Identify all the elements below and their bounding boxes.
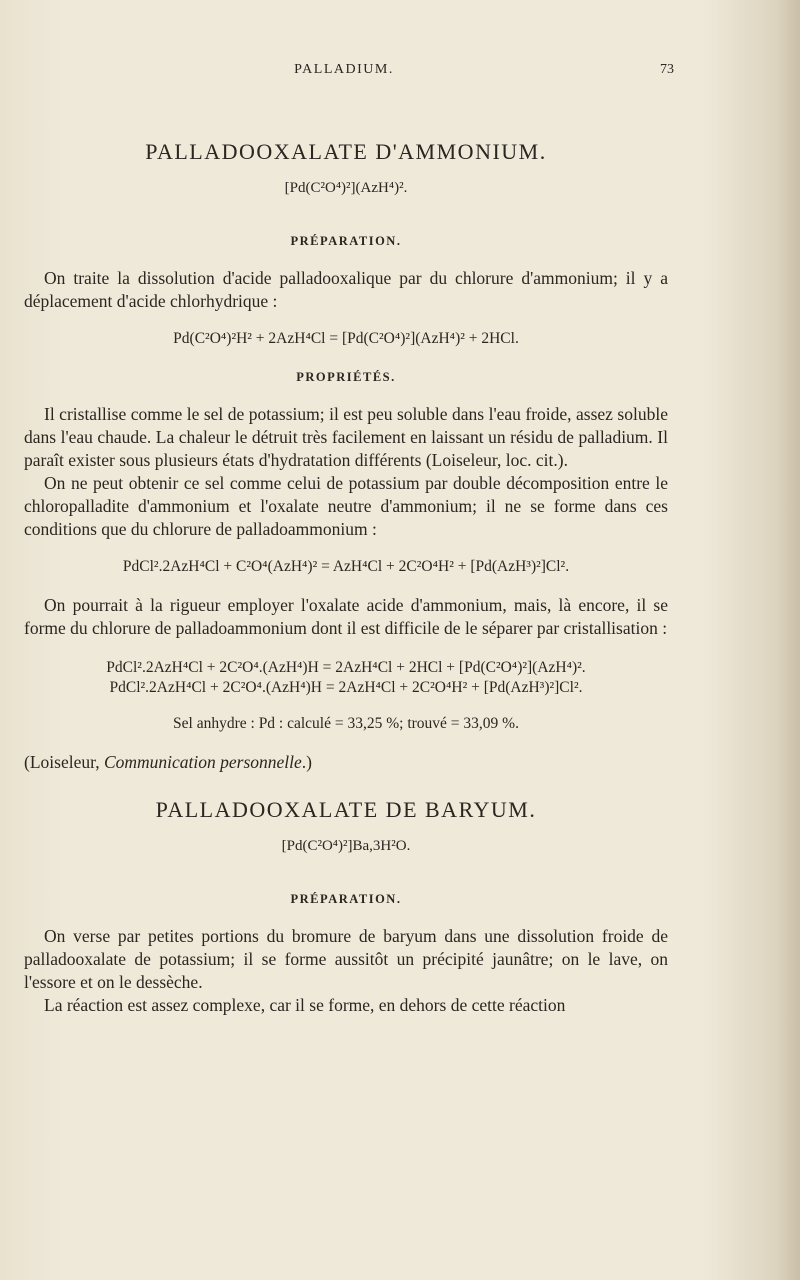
paragraph: On ne peut obtenir ce sel comme celui de potassium par double décomposition entre le chloropalladite d'ammonium et l'oxalate neutre d'ammonium; il ne se forme dans ces conditions que du chlorure de palladoammonium : — [24, 473, 668, 539]
equation-block — [24, 658, 668, 698]
equation: PdCl².2AzH⁴Cl + 2C²O⁴.(AzH⁴)H = 2AzH⁴Cl + 2C²O⁴H² + [Pd(AzH³)²]Cl². — [109, 679, 583, 696]
paragraph: La réaction est assez complexe, car il se forme, en dehors de cette réaction — [44, 995, 566, 1015]
section-title-barium: PALLADOOXALATE DE BARYUM. — [155, 797, 537, 822]
paragraph: Il cristallise comme le sel de potassium; il est peu soluble dans l'eau froide, assez soluble dans l'eau chaude. La chaleur le détruit très facilement en laissant un résidu de palladium. Il paraît exister sous plusieurs états d'hydratation différents (Loiseleur, loc. cit.). — [24, 404, 668, 470]
analysis-result: Sel anhydre : Pd : calculé = 33,25 %; trouvé = 33,09 %. — [173, 715, 519, 732]
heading-preparation: PRÉPARATION. — [290, 234, 402, 248]
section-title-ammonium: PALLADOOXALATE D'AMMONIUM. — [145, 139, 547, 164]
paragraph: On pourrait à la rigueur employer l'oxalate acide d'ammonium, mais, là encore, il se forme du chlorure de palladoammonium dont il est difficile de le séparer par cristallisation : — [24, 595, 668, 638]
citation-source: Communication personnelle — [103, 752, 302, 772]
heading-properties: PROPRIÉTÉS. — [296, 370, 396, 384]
citation: (Loiseleur, Communication personnelle.) — [24, 752, 312, 772]
running-title: PALLADIUM. — [294, 62, 394, 77]
equation: PdCl².2AzH⁴Cl + 2C²O⁴.(AzH⁴)H = 2AzH⁴Cl + 2HCl + [Pd(C²O⁴)²](AzH⁴)². — [106, 659, 586, 676]
formula-ammonium: [Pd(C²O⁴)²](AzH⁴)². — [284, 180, 408, 196]
heading-preparation: PRÉPARATION. — [290, 892, 402, 906]
equation: PdCl².2AzH⁴Cl + C²O⁴(AzH⁴)² = AzH⁴Cl + 2C²O⁴H² + [Pd(AzH³)²]Cl². — [122, 558, 570, 575]
paragraph: On verse par petites portions du bromure de baryum dans une dissolution froide de palladooxalate de potassium; il se forme aussitôt un précipité jaunâtre; on le lave, on l'essore et on le dessèche. — [24, 926, 668, 992]
equation: Pd(C²O⁴)²H² + 2AzH⁴Cl = [Pd(C²O⁴)²](AzH⁴)² + 2HCl. — [173, 330, 519, 347]
paragraph: On traite la dissolution d'acide palladooxalique par du chlorure d'ammonium; il y a déplacement d'acide chlorhydrique : — [24, 268, 668, 311]
page-header — [24, 62, 674, 84]
page-number: 73 — [660, 62, 674, 77]
page-content — [24, 128, 668, 1017]
formula-barium: [Pd(C²O⁴)²]Ba,3H²O. — [281, 838, 411, 854]
